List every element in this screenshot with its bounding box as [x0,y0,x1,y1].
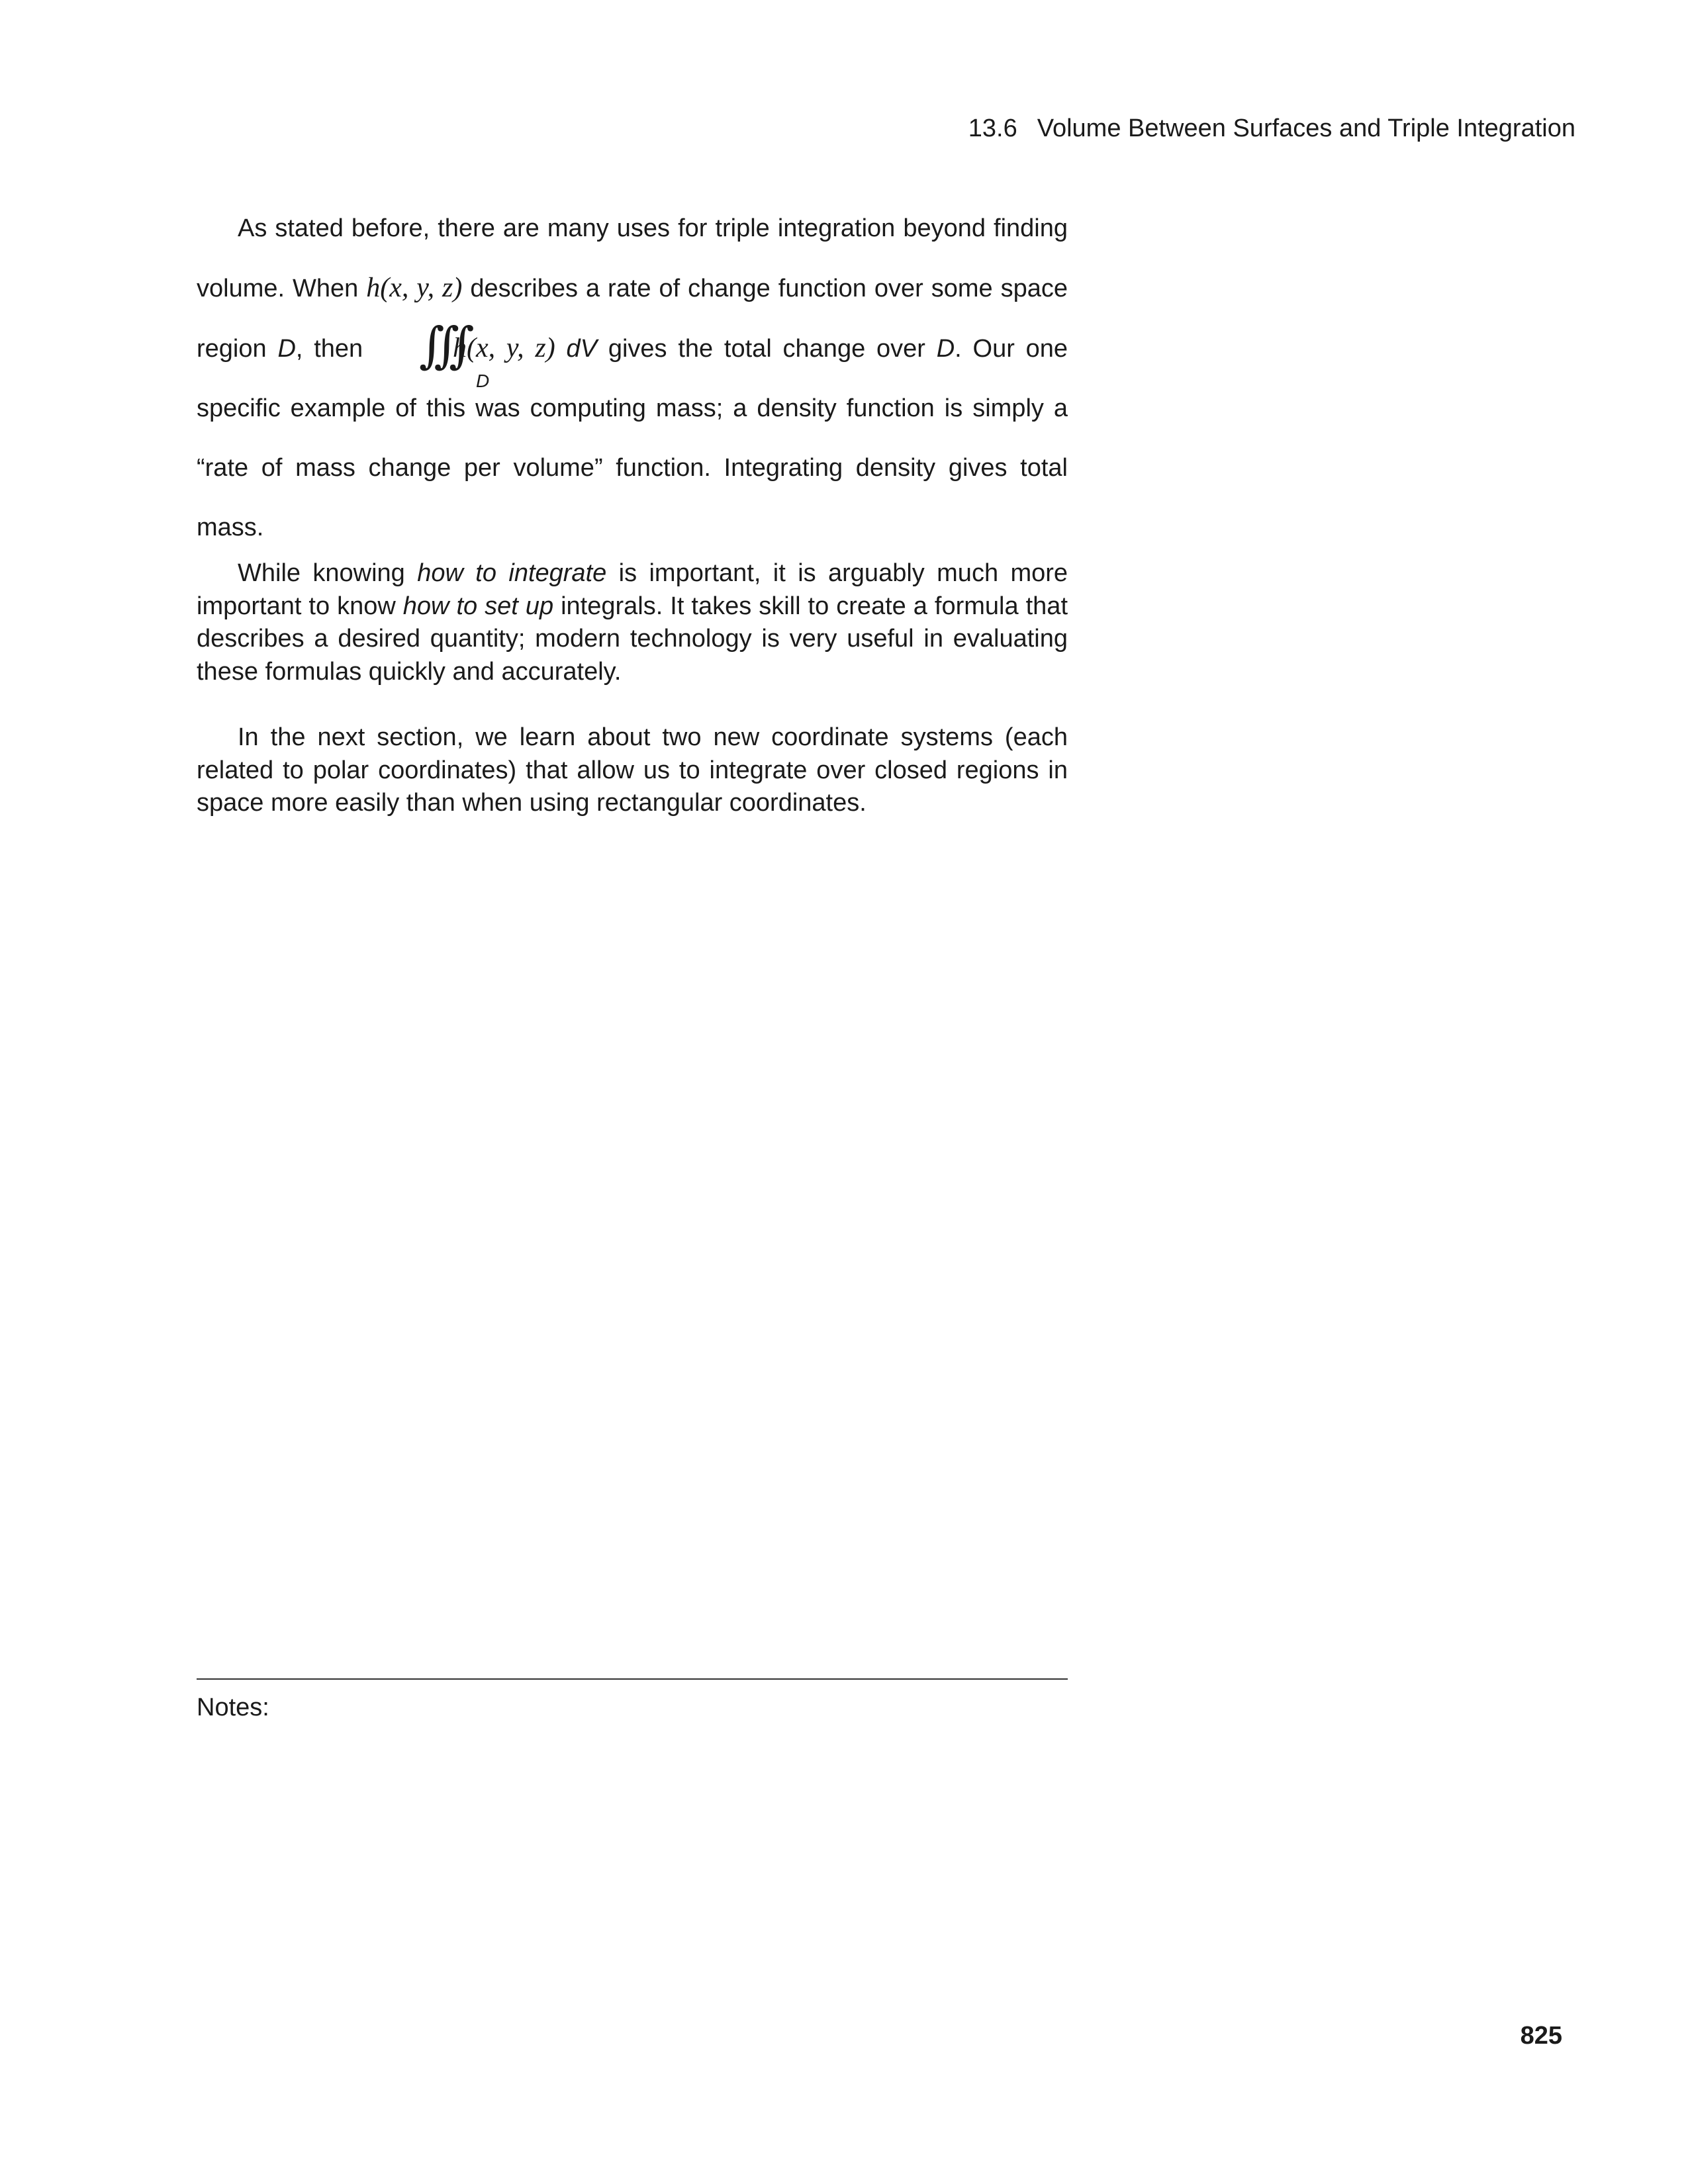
triple-integral-symbol [378,317,490,391]
integral-glyphs: ∫∫∫ [419,317,464,374]
running-header [968,113,1575,144]
paragraph-2-text-a: While knowing [238,559,405,587]
math-h-xyz: h(x, y, z) [366,273,463,303]
paragraph-1-text-e: . Our one specific example of this was computing mass; a density function is simply a “rate of mass change per volume” function. Integrating density gives total mass. [197,335,1068,541]
math-integrand: h(x, y, z) [453,333,555,363]
paragraph-2-text-c: integrals. It takes skill to create a formula that describes a desired quantity; modern technology is very useful in evaluating these formulas quickly and accurately. [197,592,1068,686]
notes-label: Notes: [197,1694,269,1721]
paragraph-1 [197,199,1068,557]
page-number: 825 [1520,2022,1562,2050]
paragraph-1-text-c: , then [295,335,363,363]
section-number: 13.6 [968,114,1017,142]
paragraph-1-text-d: gives the total change over [608,335,925,363]
integral-subscript: D [476,371,490,391]
paragraph-2-text-b: is important, it is arguably much more important to know [197,559,1068,620]
math-var-D-2: D [936,335,955,363]
section-title: Volume Between Surfaces and Triple Integration [1037,114,1575,142]
paragraph-2 [197,557,1068,688]
main-text [197,199,1068,820]
paragraph-3: In the next section, we learn about two new coordinate systems (each related to polar coordinates) that allow us to integrate over closed regions in space more easily than when using rectangular coordinates. [197,723,1068,817]
math-var-D: D [277,335,296,363]
notes-divider [197,1678,1068,1680]
paragraph-1-text-a: As stated before, there are many uses for triple integration beyond finding volume. When [197,214,1068,302]
emphasis-how-to-integrate: how to integrate [417,559,607,587]
paragraph-1-text-b: describes a rate of change function over some space region [197,275,1068,363]
math-dV: dV [566,335,598,363]
emphasis-how-to-set-up: how to set up [402,592,554,620]
